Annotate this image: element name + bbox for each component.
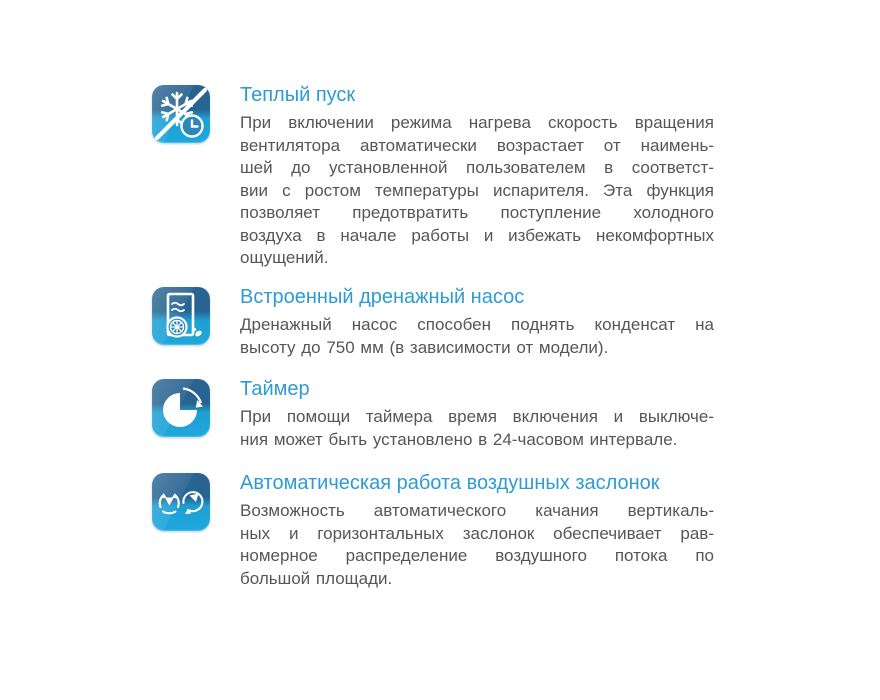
description-line: воздуха в начале работы и избежать некомфортных xyxy=(240,225,714,245)
drain-pump-icon xyxy=(152,287,210,345)
description-line: При помощи таймера время включения и выключе- xyxy=(240,407,714,426)
description-line: Дренажный насос способен поднять конденсат на xyxy=(240,315,714,334)
feature-description xyxy=(240,314,714,359)
description-line: вии с ростом температуры испарителя. Эта функция xyxy=(240,180,714,200)
feature-description xyxy=(240,406,714,451)
feature-title: Теплый пуск xyxy=(240,84,356,106)
description-line: позволяет предотвратить поступление холодного xyxy=(240,203,714,222)
feature-title: Автоматическая работа воздушных заслонок xyxy=(240,472,660,494)
air-louvers-swing-icon xyxy=(152,473,210,531)
feature-section-drain-pump xyxy=(152,286,716,359)
feature-title: Таймер xyxy=(240,378,310,400)
feature-title: Встроенный дренажный насос xyxy=(240,286,525,308)
feature-section-timer xyxy=(152,378,716,451)
description-line: высоту до 750 мм (в зависимости от модели). xyxy=(240,337,609,357)
feature-description xyxy=(240,500,714,590)
feature-section-auto-louvers xyxy=(152,472,716,590)
description-line: большой площади. xyxy=(240,568,393,588)
snowflake-clock-icon xyxy=(152,85,210,143)
description-line: При включении режима нагрева скорость вращения xyxy=(240,113,714,132)
timer-icon xyxy=(152,379,210,437)
description-line: шей до установленной пользователем в соответст- xyxy=(240,158,714,177)
description-line: номерное распределение воздушного потока по xyxy=(240,546,714,565)
description-line: ния может быть установлено в 24-часовом интервале. xyxy=(240,429,678,449)
description-line: вентилятора автоматически возрастает от наимень- xyxy=(240,135,714,155)
feature-section-warm-start xyxy=(152,84,716,270)
description-line: ощущений. xyxy=(240,248,329,267)
description-line: ных и горизонтальных заслонок обеспечивает рав- xyxy=(240,523,714,543)
feature-description xyxy=(240,112,714,270)
description-line: Возможность автоматического качания вертикаль- xyxy=(240,501,714,520)
